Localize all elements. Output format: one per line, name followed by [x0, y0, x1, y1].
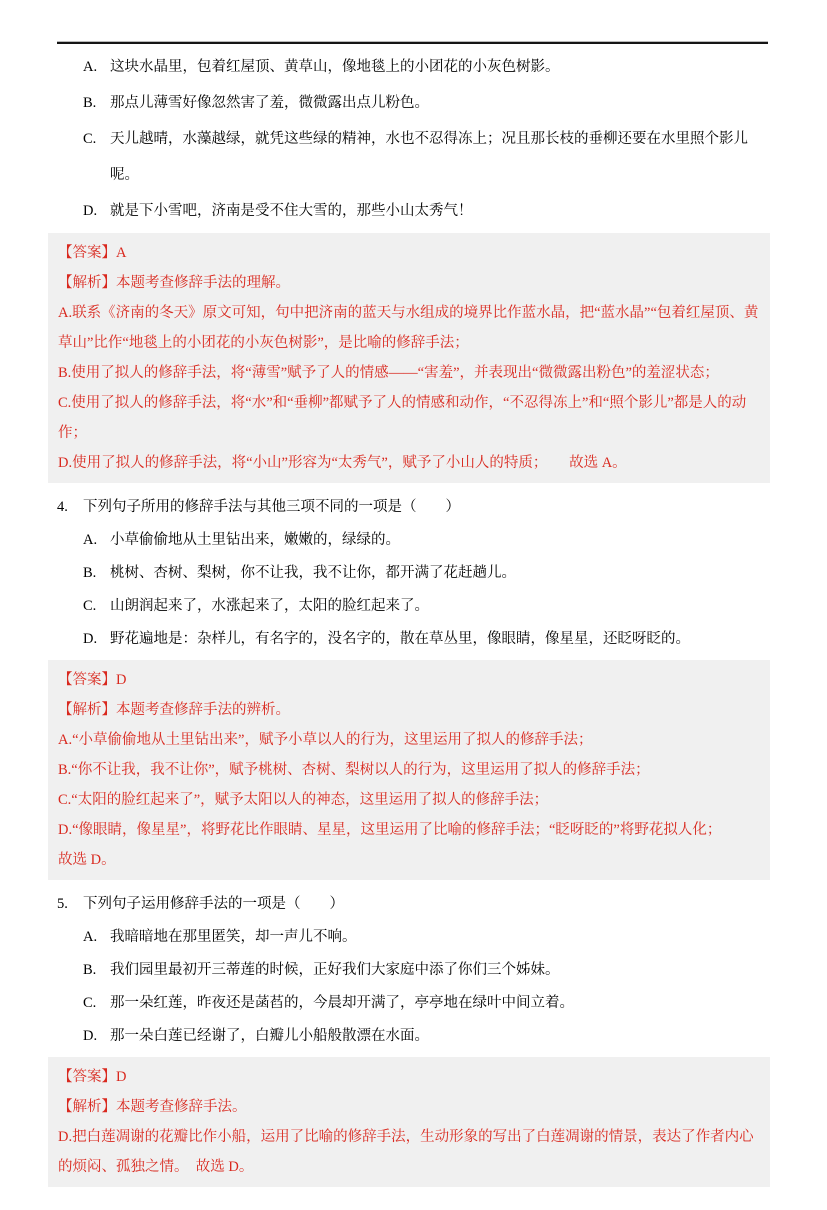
option-letter: D.	[83, 203, 98, 219]
option-text: 就是下小雪吧，济南是受不住大雪的，那些小山太秀气！	[110, 203, 473, 219]
option-row-a	[57, 49, 768, 85]
option-text: 天儿越晴，水藻越绿，就凭这些绿的精神，水也不忍得冻上；况且那长枝的垂柳还要在水里照个影儿呢。	[110, 131, 748, 183]
option-letter: A.	[83, 59, 98, 75]
analysis-intro: 本题考查修辞手法的辨析。	[116, 702, 290, 718]
option-text: 山朗润起来了，水涨起来了，太阳的脸红起来了。	[110, 598, 429, 614]
option-row-c	[57, 987, 768, 1020]
option-letter: D.	[83, 1028, 98, 1044]
option-row-d	[57, 193, 768, 229]
analysis-item-a: A.“小草偷偷地从土里钻出来”，赋予小草以人的行为，这里运用了拟人的修辞手法；	[58, 732, 593, 748]
option-letter: B.	[83, 95, 97, 111]
question4-stem	[57, 491, 768, 524]
option-letter: C.	[83, 598, 97, 614]
option-row-b	[57, 557, 768, 590]
option-row-d	[57, 1020, 768, 1053]
analysis-line	[58, 268, 760, 298]
option-text: 这块水晶里，包着红屋顶、黄草山，像地毯上的小团花的小灰色树影。	[110, 59, 560, 75]
exam-document-page	[0, 41, 827, 1187]
analysis-intro: 本题考查修辞手法的理解。	[116, 275, 290, 291]
option-text: 我暗暗地在那里匿笑，却一声儿不响。	[110, 929, 357, 945]
option-row-a	[57, 524, 768, 557]
option-letter: D.	[83, 631, 98, 647]
analysis-line	[58, 695, 760, 725]
question5-stem	[57, 888, 768, 921]
option-letter: C.	[83, 995, 97, 1011]
answer-label: 【答案】	[58, 245, 116, 261]
option-text: 那一朵白莲已经谢了，白瓣儿小船般散漂在水面。	[110, 1028, 429, 1044]
option-row-a	[57, 921, 768, 954]
analysis-line	[58, 1092, 760, 1122]
answer-block-q3	[48, 233, 770, 483]
option-row-b	[57, 85, 768, 121]
answer-line	[58, 665, 760, 695]
analysis-item-c: C.“太阳的脸红起来了”，赋予太阳以人的神态，这里运用了拟人的修辞手法；	[58, 792, 549, 808]
question5	[57, 888, 768, 1053]
analysis-item-a: A.联系《济南的冬天》原文可知，句中把济南的蓝天与水组成的境界比作蓝水晶，把“蓝水晶”“包着红屋顶、黄草山”比作“地毯上的小团花的小灰色树影”，是比喻的修辞手法；	[58, 305, 759, 351]
option-letter: B.	[83, 565, 97, 581]
page-header-divider	[57, 41, 768, 44]
option-text: 小草偷偷地从土里钻出来，嫩嫩的，绿绿的。	[110, 532, 400, 548]
answer-line	[58, 1062, 760, 1092]
analysis-item-d: D.把白莲凋谢的花瓣比作小船，运用了比喻的修辞手法，生动形象的写出了白莲凋谢的情景，表达了作者内心的烦闷、孤独之情。 故选 D。	[58, 1129, 754, 1175]
option-letter: B.	[83, 962, 97, 978]
option-text: 那点儿薄雪好像忽然害了羞，微微露出点儿粉色。	[110, 95, 429, 111]
analysis-item-d: D.使用了拟人的修辞手法，将“小山”形容为“太秀气”，赋予了小山人的特质； 故选 A。	[58, 455, 627, 471]
question-text: 下列句子所用的修辞手法与其他三项不同的一项是（ ）	[83, 499, 460, 515]
analysis-intro: 本题考查修辞手法。	[116, 1099, 247, 1115]
answer-block-q4	[48, 660, 770, 880]
option-row-c	[57, 590, 768, 623]
analysis-item-b: B.“你不让我，我不让你”，赋予桃树、杏树、梨树以人的行为，这里运用了拟人的修辞手法；	[58, 762, 650, 778]
question3-options	[57, 49, 768, 229]
option-letter: A.	[83, 929, 98, 945]
option-row-b	[57, 954, 768, 987]
option-text: 桃树、杏树、梨树，你不让我，我不让你，都开满了花赶趟儿。	[110, 565, 516, 581]
option-text: 我们园里最初开三蒂莲的时候，正好我们大家庭中添了你们三个姊妹。	[110, 962, 560, 978]
answer-block-q5	[48, 1057, 770, 1187]
option-text: 野花遍地是：杂样儿，有名字的，没名字的，散在草丛里，像眼睛，像星星，还眨呀眨的。	[110, 631, 690, 647]
option-letter: C.	[83, 131, 97, 147]
analysis-item-b: B.使用了拟人的修辞手法，将“薄雪”赋予了人的情感——“害羞”，并表现出“微微露出粉色”的羞涩状态；	[58, 365, 719, 381]
analysis-label: 【解析】	[58, 702, 116, 718]
answer-value: A	[116, 245, 127, 261]
option-row-c	[57, 121, 768, 193]
analysis-item-c: C.使用了拟人的修辞手法，将“水”和“垂柳”都赋予了人的情感和动作，“不忍得冻上”和“照个影儿”都是人的动作；	[58, 395, 747, 441]
analysis-conclusion: 故选 D。	[58, 852, 116, 868]
option-letter: A.	[83, 532, 98, 548]
analysis-item-d: D.“像眼睛，像星星”，将野花比作眼睛、星星，这里运用了比喻的修辞手法；“眨呀眨的”将野花拟人化；	[58, 822, 722, 838]
question-text: 下列句子运用修辞手法的一项是（ ）	[83, 896, 344, 912]
analysis-label: 【解析】	[58, 1099, 116, 1115]
answer-label: 【答案】	[58, 1069, 116, 1085]
question-number: 5.	[57, 896, 68, 912]
option-text: 那一朵红莲，昨夜还是菡萏的，今晨却开满了，亭亭地在绿叶中间立着。	[110, 995, 574, 1011]
answer-line	[58, 238, 760, 268]
question-number: 4.	[57, 499, 68, 515]
analysis-label: 【解析】	[58, 275, 116, 291]
option-row-d	[57, 623, 768, 656]
answer-value: D	[116, 672, 127, 688]
question4	[57, 491, 768, 656]
answer-label: 【答案】	[58, 672, 116, 688]
answer-value: D	[116, 1069, 127, 1085]
